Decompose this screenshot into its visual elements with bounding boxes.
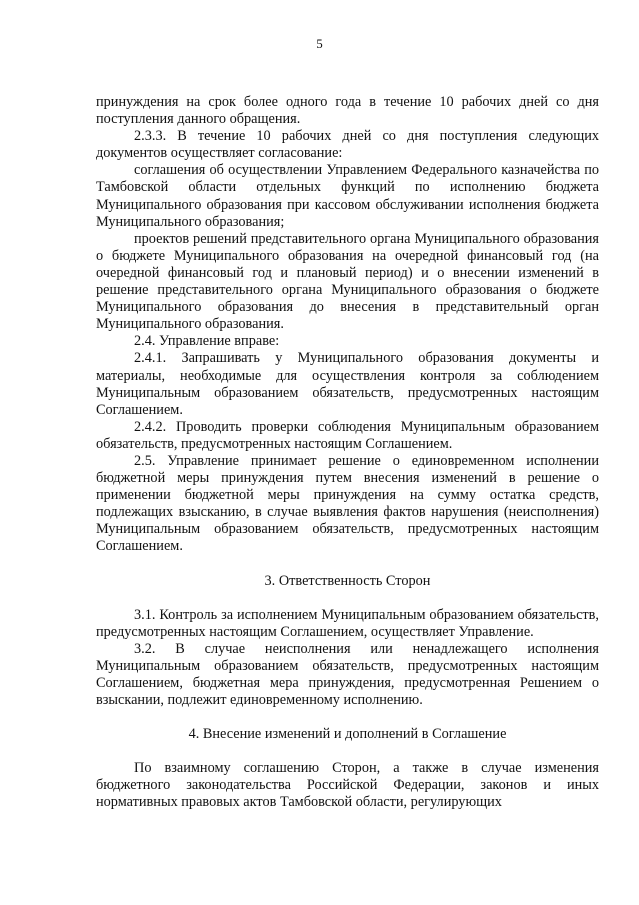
paragraph-agreement-treasury: соглашения об осуществлении Управлением Федерального казначейства по Тамбовской области отдельных функций по исполнению бюджета Муниципального образования при кассовом обслуживании исполнения бюджета Муниципального образования; [96,162,599,230]
document-body [96,94,599,812]
section-heading-4: 4. Внесение изменений и дополнений в Соглашение [188,726,507,743]
section-heading-3: 3. Ответственность Сторон [264,572,431,589]
page-number: 5 [316,36,323,51]
paragraph-4-intro: По взаимному соглашению Сторон, а также в случае изменения бюджетного законодательства Российской Федерации, законов и иных нормативных правовых актов Тамбовской области, регулирующих [96,760,599,811]
paragraph-3-1: 3.1. Контроль за исполнением Муниципальным образованием обязательств, предусмотренных настоящим Соглашением, осуществляет Управление. [96,606,599,640]
paragraph-3-2: 3.2. В случае неисполнения или ненадлежащего исполнения Муниципальным образованием обязательств, предусмотренных настоящим Соглашением, бюджетная мера принуждения, предусмотренная Решением о взыскании, подлежит единовременному исполнению. [96,640,599,709]
paragraph-2-4-1: 2.4.1. Запрашивать у Муниципального образования документы и материалы, необходимые для осуществления контроля за соблюдением Муниципальным образованием обязательств, предусмотренных настоящим Соглашением. [96,350,599,418]
paragraph-draft-decisions: проектов решений представительного органа Муниципального образования о бюджете Муниципального образования на очередной финансовый год (на очередной финансовый год и плановый период) и о внесении изменений в решение представительного органа Муниципального образования о бюджете Муниципального образования до внесения в представительный орган Муниципального образования. [96,230,599,333]
paragraph-continuation: принуждения на срок более одного года в течение 10 рабочих дней со дня поступления данного обращения. [96,94,599,128]
paragraph-2-4: 2.4. Управление вправе: [134,333,280,350]
paragraph-2-5: 2.5. Управление принимает решение о единовременном исполнении бюджетной меры принуждения путем внесения изменений в решение о применении бюджетной меры принуждения на сумму остатка средств, подлежащих взысканию, в случае выявления фактов нарушения (неисполнения) Муниципальным образованием обязательств, предусмотренных настоящим Соглашением. [96,452,599,555]
paragraph-2-3-3: 2.3.3. В течение 10 рабочих дней со дня поступления следующих документов осуществляет согласование: [96,128,599,162]
paragraph-2-4-2: 2.4.2. Проводить проверки соблюдения Муниципальным образованием обязательств, предусмотренных настоящим Соглашением. [96,418,599,452]
